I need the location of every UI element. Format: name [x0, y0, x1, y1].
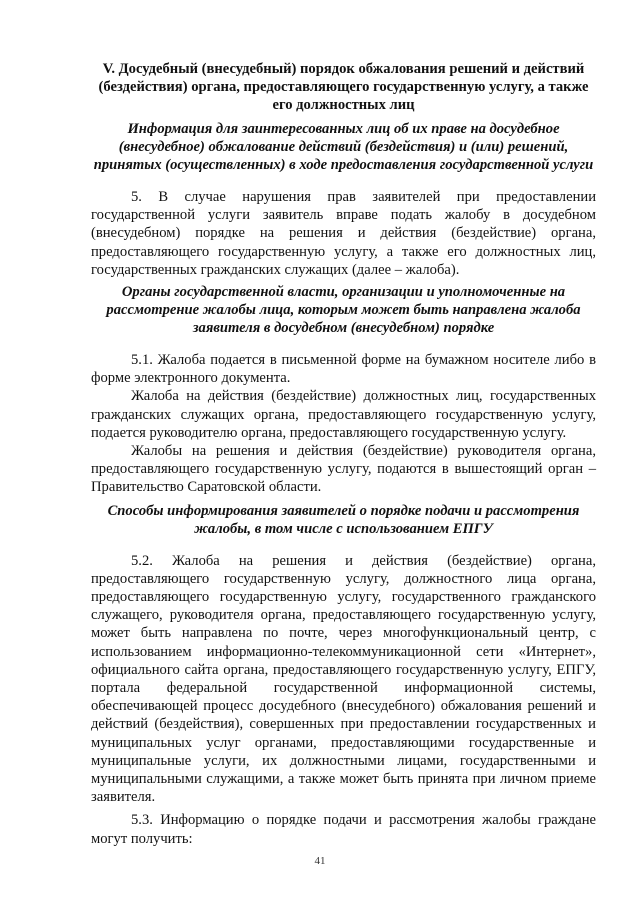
document-page	[91, 60, 596, 848]
paragraph-5-3: 5.3. Информацию о порядке подачи и рассмотрения жалобы граждане могут получить:	[91, 812, 596, 847]
paragraph-5-1-officials: Жалоба на действия (бездействие) должностных лиц, государственных гражданских служащих органа, предоставляющего государственную услугу, подается руководителю органа, предоставляющего государственную услугу.	[91, 388, 596, 441]
paragraph-5: 5. В случае нарушения прав заявителей при предоставлении государственной услуги заявитель вправе подать жалобу в досудебном (внесудебном) порядке на решения и действия (бездействие) органа, предоставляющего государственную услугу, а также его должностных лиц, государственных гражданских служащих (далее – жалоба).	[91, 189, 596, 278]
paragraph-5-2: 5.2. Жалоба на решения и действия (бездействие) органа, предоставляющего государственную услугу, должностного лица органа, предоставляющего государственную услугу, государственного гражданского служащего, руководителя органа, предоставляющего государственную услугу, может быть направлена по почте, через многофункциональный центр, с использованием информационно-телекоммуникационной сети «Интернет», официального сайта органа, предоставляющего государственную услугу, ЕПГУ, портала федеральной государственной информационной системы, обеспечивающей процесс досудебного (внесудебного) обжалования решений и действий (бездействия), совершенных при предоставлении государственных и муниципальных услуг органами, предоставляющими государственные и муниципальные услуги, их должностными лицами, государственными и муниципальными служащими, а также может быть принята при личном приеме заявителя.	[91, 552, 596, 806]
section-title: V. Досудебный (внесудебный) порядок обжалования решений и действий (бездействия) органа, предоставляющего государственную услугу, а также его должностных лиц	[98, 61, 589, 113]
paragraph-5-1-head: Жалобы на решения и действия (бездействие) руководителя органа, предоставляющего государственную услугу, подаются в вышестоящий орган – Правительство Саратовской области.	[91, 443, 596, 496]
subheading-informing-methods: Способы информирования заявителей о порядке подачи и рассмотрения жалобы, в том числе с использованием ЕПГУ	[107, 502, 580, 537]
subheading-information-rights: Информация для заинтересованных лиц об их праве на досудебное (внесудебное) обжалование действий (бездействия) и (или) решений, принятых (осуществленных) в ходе предоставления государственной услуги	[93, 121, 594, 173]
paragraph-5-1: 5.1. Жалоба подается в письменной форме на бумажном носителе либо в форме электронного документа.	[91, 352, 596, 387]
subheading-authorities: Органы государственной власти, организации и уполномоченные на рассмотрение жалобы лица, которым может быть направлена жалоба заявителя в досудебном (внесудебном) порядке	[106, 284, 581, 337]
page-number: 41	[314, 855, 326, 867]
